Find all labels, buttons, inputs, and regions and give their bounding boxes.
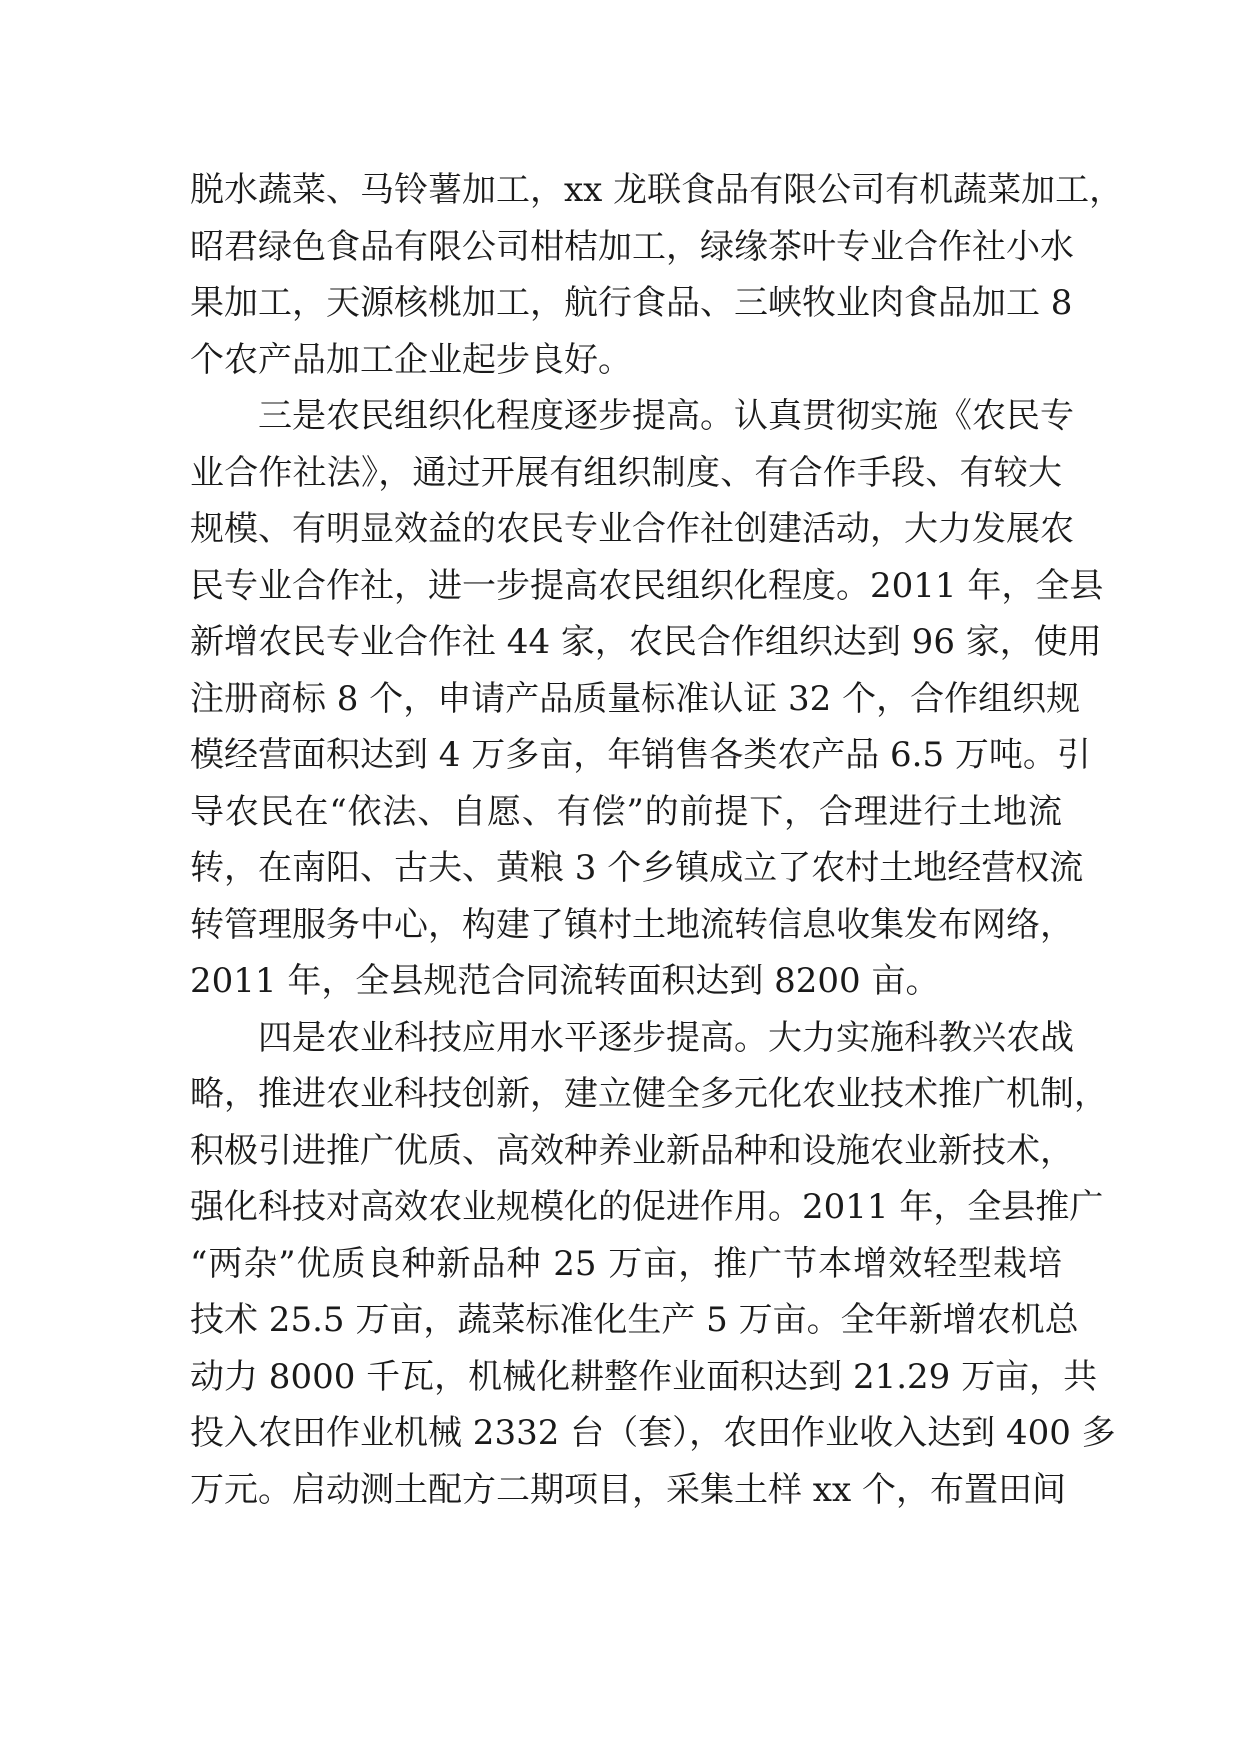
text-line: 新增农民专业合作社 44 家，农民合作组织达到 96 家，使用 — [190, 622, 1102, 662]
text-line: 万元。启动测土配方二期项目，采集土样 xx 个，布置田间 — [190, 1469, 1066, 1510]
text-line: 业合作社法》，通过开展有组织制度、有合作手段、有较大 — [190, 452, 1062, 493]
text-line: 强化科技对高效农业规模化的促进作用。2011 年，全县推广 — [190, 1187, 1104, 1227]
text-line: 民专业合作社，进一步提高农民组织化程度。2011 年，全县 — [190, 565, 1104, 606]
paragraph — [190, 1010, 1116, 1519]
text-line: 动力 8000 千瓦，机械化耕整作业面积达到 21.29 万亩，共 — [190, 1356, 1098, 1397]
text-line: 转，在南阳、古夫、黄粮 3 个乡镇成立了农村土地经营权流 — [190, 848, 1084, 888]
text-line: 个农产品加工企业起步良好。 — [190, 339, 632, 380]
text-line: 昭君绿色食品有限公司柑桔加工，绿缘茶叶专业合作社小水 — [190, 226, 1074, 267]
text-line: 技术 25.5 万亩，蔬菜标准化生产 5 万亩。全年新增农机总 — [190, 1300, 1079, 1340]
text-line: 投入农田作业机械 2332 台（套），农田作业收入达到 400 多 — [190, 1413, 1116, 1453]
text-line: 2011 年，全县规范合同流转面积达到 8200 亩。 — [190, 961, 940, 1001]
text-line: 模经营面积达到 4 万多亩，年销售各类农产品 6.5 万吨。引 — [190, 735, 1091, 775]
text-line: 三是农民组织化程度逐步提高。认真贯彻实施《农民专 — [258, 396, 1074, 436]
text-line: 规模、有明显效益的农民专业合作社创建活动，大力发展农 — [190, 509, 1074, 549]
text-line: 积极引进推广优质、高效种养业新品种和设施农业新技术， — [190, 1130, 1074, 1171]
text-line: 果加工，天源核桃加工，航行食品、三峡牧业肉食品加工 8 — [190, 283, 1073, 323]
text-line: 转管理服务中心，构建了镇村土地流转信息收集发布网络， — [190, 904, 1074, 945]
text-line: 导农民在“依法、自愿、有偿”的前提下，合理进行土地流 — [190, 791, 1062, 832]
text-line: 略，推进农业科技创新，建立健全多元化农业技术推广机制， — [190, 1074, 1108, 1114]
paragraph — [190, 162, 1124, 388]
text-line: 四是农业科技应用水平逐步提高。大力实施科教兴农战 — [258, 1017, 1074, 1058]
text-line: 注册商标 8 个，申请产品质量标准认证 32 个，合作组织规 — [190, 678, 1081, 719]
document-body — [190, 162, 1124, 1518]
text-line: “两杂”优质良种新品种 25 万亩，推广节本增效轻型栽培 — [190, 1243, 1062, 1284]
text-line: 脱水蔬菜、马铃薯加工，xx 龙联食品有限公司有机蔬菜加工， — [190, 170, 1124, 210]
paragraph — [190, 388, 1104, 1010]
